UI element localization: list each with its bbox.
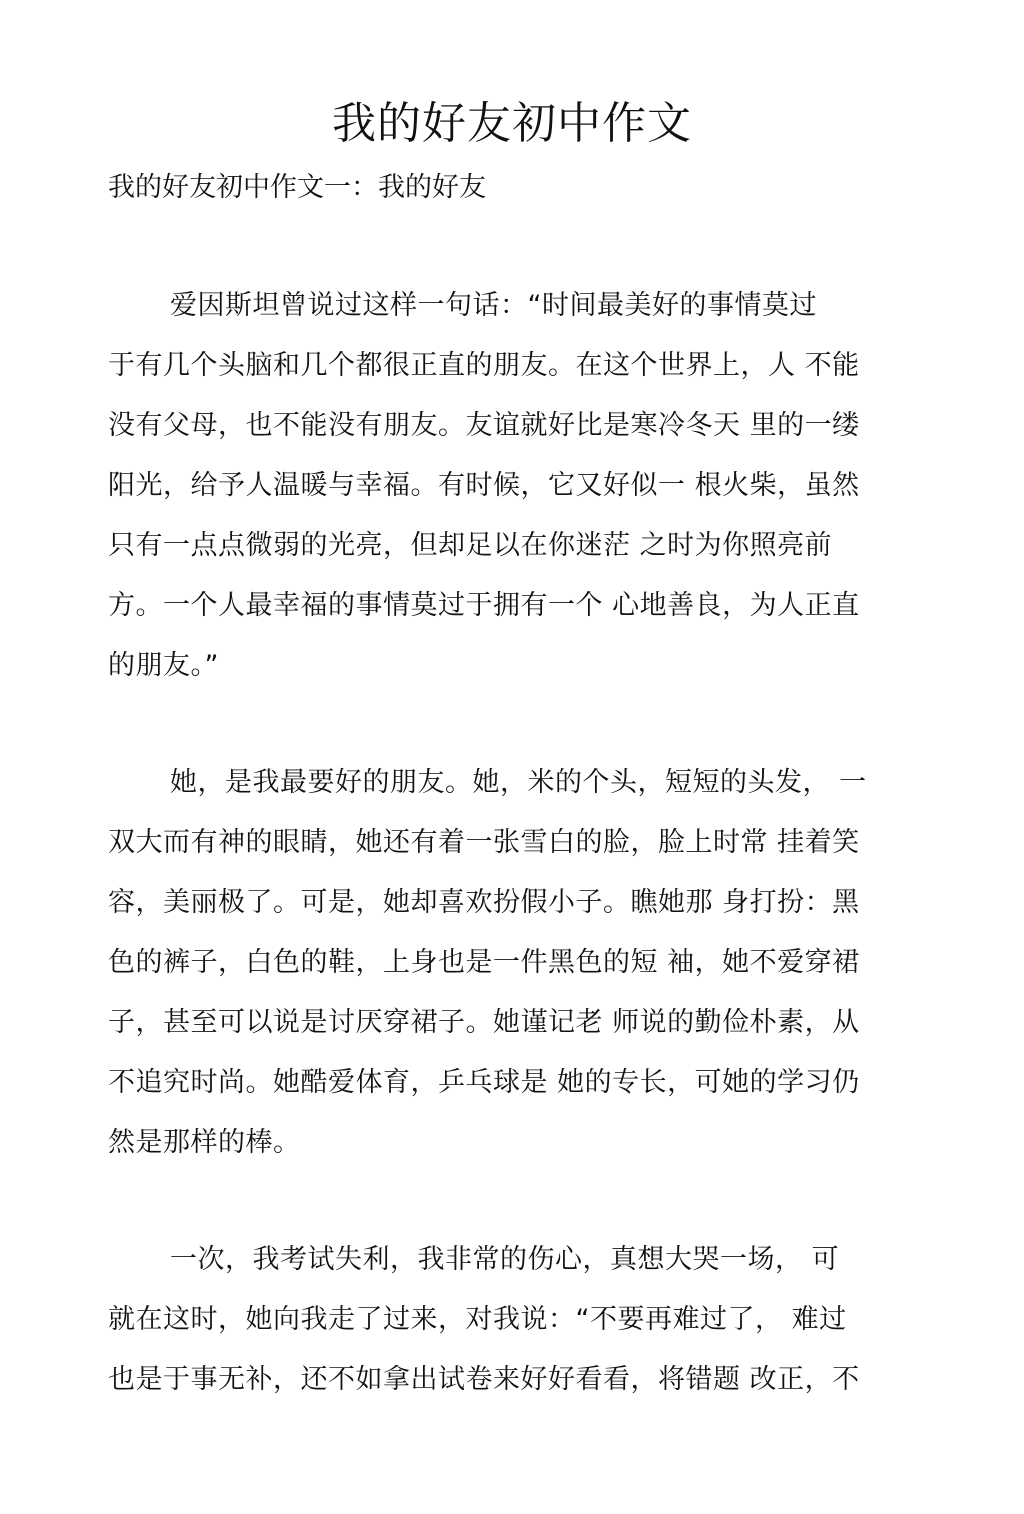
paragraph-3-line-1: 一次，我考试失利，我非常的伤心，真想大哭一场， 可 [170,1244,840,1275]
paragraph-1-line-1: 爱因斯坦曾说过这样一句话：“时间最美好的事情莫过 [170,290,817,321]
paragraph-1-line-6: 方。一个人最幸福的事情莫过于拥有一个 心地善良，为人正直 [108,590,860,621]
paragraph-1-line-7: 的朋友。” [108,650,219,681]
paragraph-1-line-4: 阳光，给予人温暖与幸福。有时候，它又好似一 根火柴，虽然 [108,470,860,501]
paragraph-2-line-7: 然是那样的棒。 [108,1127,301,1158]
paragraph-3-line-3: 也是于事无补，还不如拿出试卷来好好看看，将错题 改正，不 [108,1364,860,1395]
paragraph-2-line-2: 双大而有神的眼睛，她还有着一张雪白的脸，脸上时常 挂着笑 [108,827,860,858]
paragraph-3-line-2: 就在这时，她向我走了过来，对我说：“不要再难过了， 难过 [108,1304,847,1335]
paragraph-2-line-4: 色的裤子，白色的鞋，上身也是一件黑色的短 袖，她不爱穿裙 [108,947,860,978]
paragraph-1-line-3: 没有父母，也不能没有朋友。友谊就好比是寒冷冬天 里的一缕 [108,410,860,441]
paragraph-2-line-3: 容，美丽极了。可是，她却喜欢扮假小子。瞧她那 身打扮：黑 [108,887,860,918]
paragraph-2-line-1: 她，是我最要好的朋友。她，米的个头，短短的头发， 一 [170,767,867,798]
paragraph-2-line-6: 不追究时尚。她酷爱体育，乒乓球是 她的专长，可她的学习仍 [108,1067,860,1098]
paragraph-1-line-2: 于有几个头脑和几个都很正直的朋友。在这个世界上，人 不能 [108,350,860,381]
paragraph-2-line-5: 子，甚至可以说是讨厌穿裙子。她谨记老 师说的勤俭朴素，从 [108,1007,860,1038]
document-title: 我的好友初中作文 [332,98,692,149]
document-subtitle: 我的好友初中作文一：我的好友 [108,172,486,203]
paragraph-1-line-5: 只有一点点微弱的光亮，但却足以在你迷茫 之时为你照亮前 [108,530,833,561]
